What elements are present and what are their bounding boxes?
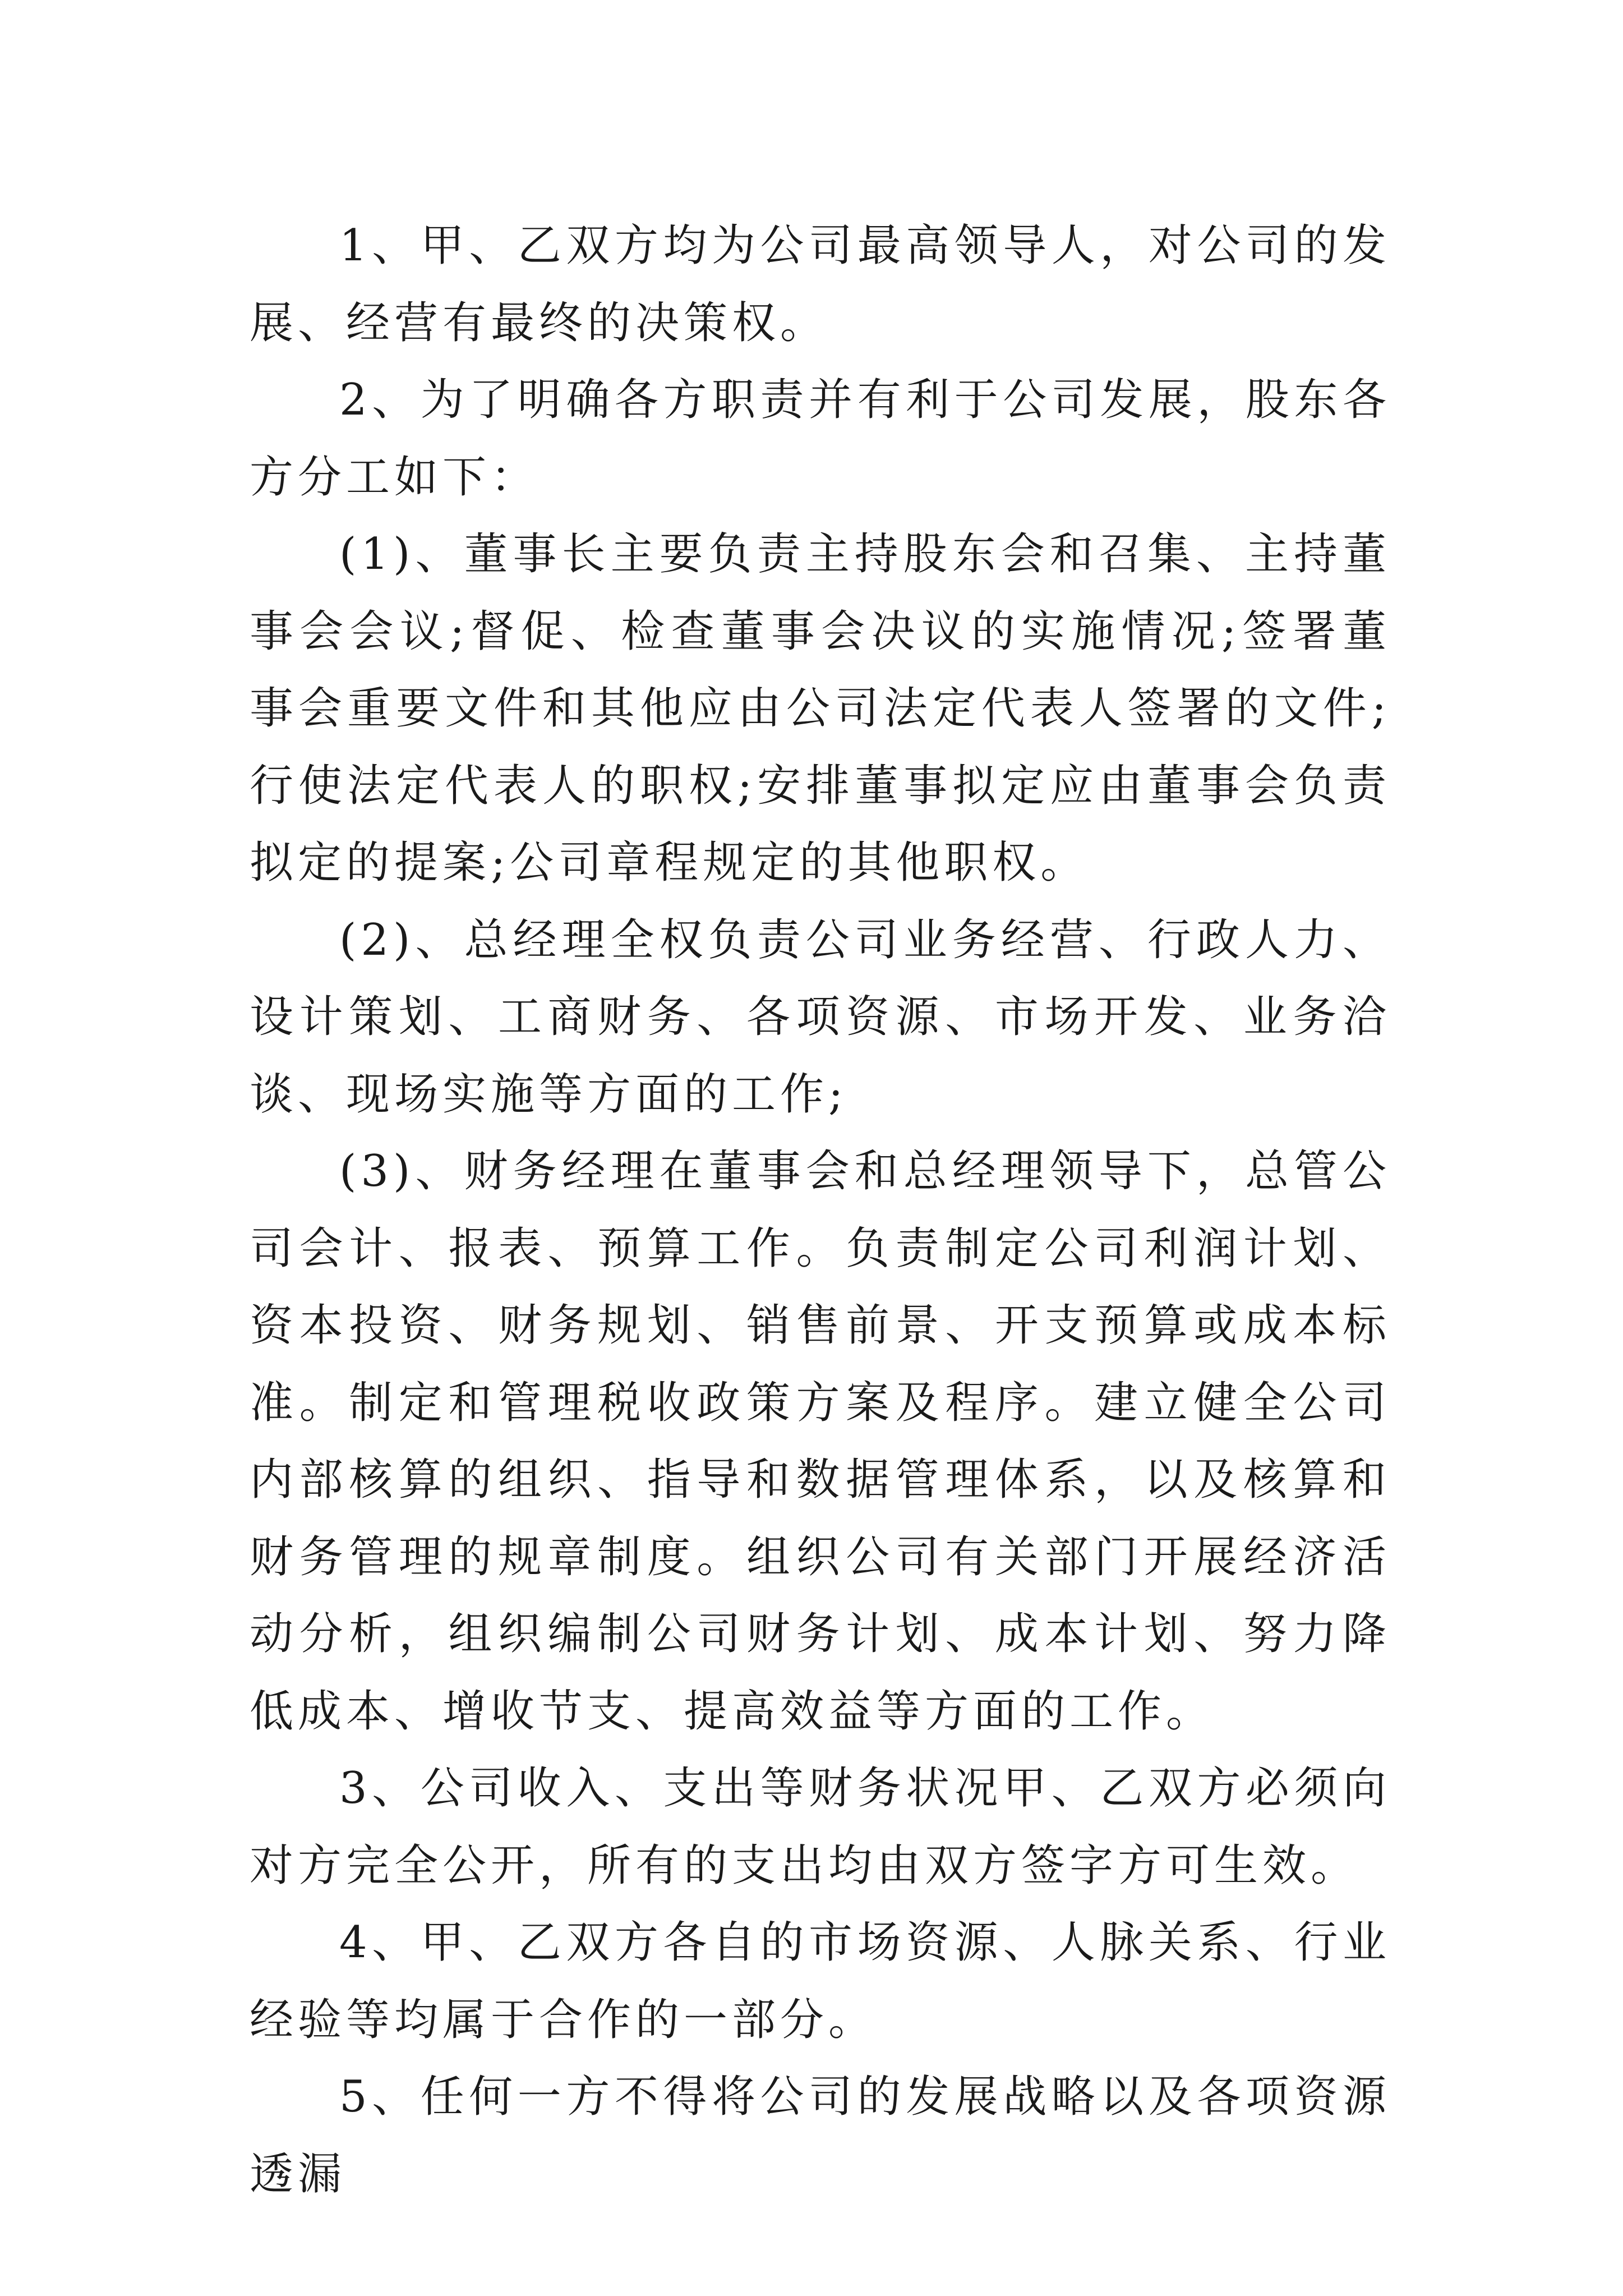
clause-2-paragraph: 2、为了明确各方职责并有利于公司发展，股东各方分工如下： [250, 375, 1391, 503]
clause-2-3-paragraph: (3)、财务经理在董事会和总经理领导下，总管公司会计、报表、预算工作。负责制定公司利润计划、资本投资、财务规划、销售前景、开支预算或成本标准。制定和管理税收政策方案及程序。建立健全公司内部核算的组织、指导和数据管理体系，以及核算和财务管理的规章制度。组织公司有关部门开展经济活动分析，组织编制公司财务计划、成本计划、努力降低成本、增收节支、提高效益等方面的工作。 [250, 1146, 1391, 1737]
clause-2-1-paragraph: (1)、董事长主要负责主持股东会和召集、主持董事会会议;督促、检查董事会决议的实施情况;签署董事会重要文件和其他应由公司法定代表人签署的文件;行使法定代表人的职权;安排董事拟定应由董事会负责拟定的提案;公司章程规定的其他职权。 [250, 529, 1391, 888]
clause-2-2-paragraph: (2)、总经理全权负责公司业务经营、行政人力、设计策划、工商财务、各项资源、市场开发、业务洽谈、现场实施等方面的工作; [250, 914, 1391, 1120]
document-body [250, 208, 1391, 2213]
clause-3-paragraph: 3、公司收入、支出等财务状况甲、乙双方必须向对方完全公开，所有的支出均由双方签字方可生效。 [250, 1763, 1391, 1891]
clause-4-paragraph: 4、甲、乙双方各自的市场资源、人脉关系、行业经验等均属于合作的一部分。 [250, 1917, 1391, 2045]
clause-1-paragraph: 1、甲、乙双方均为公司最高领导人，对公司的发展、经营有最终的决策权。 [250, 220, 1391, 348]
clause-5-paragraph: 5、任何一方不得将公司的发展战略以及各项资源透漏 [250, 2072, 1391, 2200]
